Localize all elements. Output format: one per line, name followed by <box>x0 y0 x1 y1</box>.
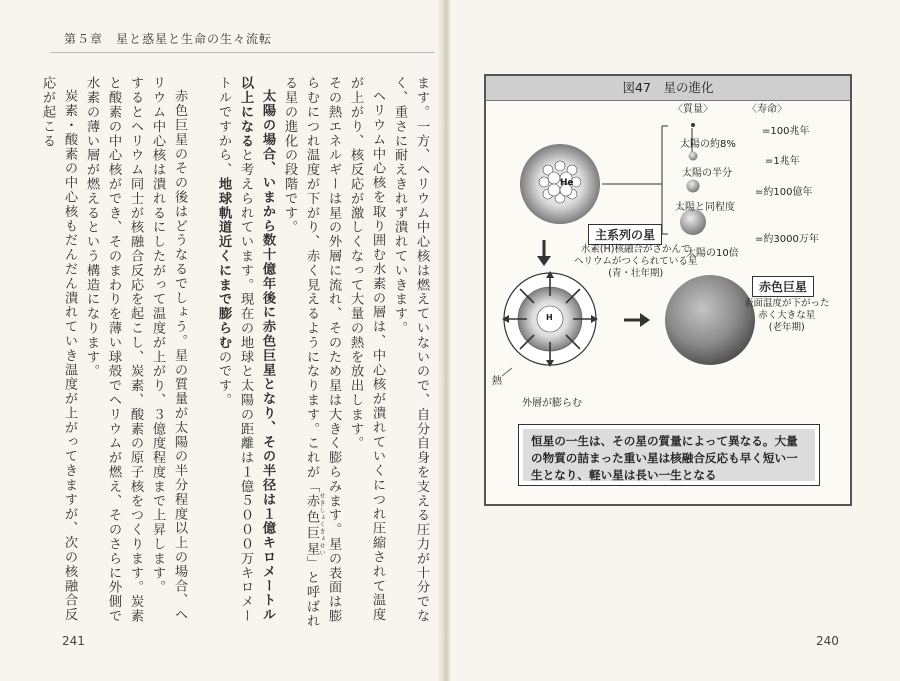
paragraph-2: ヘリウム中心核を取り囲む水素の層は、中心核が潰れていくにつれ圧縮されて温度が上がり、核反応が激しくなって大量の熱を放出します。 <box>348 76 385 623</box>
mass-row-1: 太陽の約8% <box>680 139 736 150</box>
red-giant-label: 赤色巨星 <box>752 276 814 297</box>
mass-row-2: 太陽の半分 <box>682 168 732 179</box>
page-number-left: 241 <box>62 634 85 648</box>
expanding-core-label: H <box>546 313 553 322</box>
paragraph-3 <box>278 76 344 628</box>
figure-47 <box>484 74 852 506</box>
page-number-right: 240 <box>816 634 839 648</box>
life-row-2: =1兆年 <box>765 156 800 167</box>
paragraph-5: 赤色巨星のその後はどうなるでしょう。星の質量が太陽の半分程度以上の場合、ヘリウム中心核は潰れるにしたがって温度が上がり、３億度程度まで上昇します。 <box>150 76 187 623</box>
paragraph-4-bold-a: 太陽の場合、いまから数十億年後に赤色巨星となり、その半径は１億キロメートル以上になる <box>238 76 275 623</box>
life-header: 〈寿命〉 <box>747 104 787 115</box>
paragraph-7: 炭素・酸素の中心核もだんだん潰れていき温度が上がってきますが、次の核融合反応が起こる <box>40 76 77 623</box>
paragraph-4-plain: と考えられています。現在の地球と太陽の距離は１億５０００万キロメートルですから、 <box>216 76 253 624</box>
figure-body <box>492 106 844 416</box>
paragraph-4-bold-b: 地球軌道近くにまで膨らむ <box>216 176 231 350</box>
heat-leader-line <box>502 368 512 376</box>
life-row-4: =約3000万年 <box>755 234 819 245</box>
mass-row-4: 太陽の10倍 <box>686 248 739 259</box>
mass-bracket <box>602 126 692 234</box>
heat-label: 熱 <box>492 376 502 387</box>
left-page <box>0 0 443 681</box>
mass-ball-sun <box>687 180 700 193</box>
main-sequence-label: 主系列の星 <box>588 224 662 245</box>
figure-note-box <box>518 424 820 486</box>
blank-line <box>190 76 212 628</box>
paragraph-3-text: その熱エネルギーは星の外層に流れ、そのため星は大きく膨らみます。星の表面は膨らむにつれ温度が下がり、赤く見えるようになります。これが「 <box>304 76 341 624</box>
mass-header: 〈質量〉 <box>673 104 713 115</box>
header-rule <box>50 52 435 53</box>
running-header: 第５章 星と惑星と生命の生々流転 <box>64 32 273 46</box>
red-giant-ruby: せきしょくきょせい <box>318 492 325 557</box>
life-row-3: =約100億年 <box>755 187 813 198</box>
mass-ball-half <box>689 152 698 161</box>
mass-dot-8pct <box>691 123 695 127</box>
paragraph-1: ます。一方、ヘリウム中心核は燃えていないので、自分自身を支える圧力が十分でなく、重さに耐えきれず潰れていきます。 <box>392 76 429 624</box>
body-text <box>40 76 432 628</box>
life-row-1: =100兆年 <box>762 126 810 137</box>
paragraph-4-end: のです。 <box>216 349 231 408</box>
figure-note-text: 恒星の一生は、その星の質量によって異なる。大量の物質の詰まった重い星は核融合反応も早く短い一生となり、軽い星は長い一生となる <box>523 429 815 481</box>
red-giant-desc: 表面温度が下がった 赤く大きな星 (老年期) <box>744 298 830 333</box>
right-page <box>450 0 900 681</box>
red-giant-term-text: 赤色巨星 <box>304 492 319 557</box>
paragraph-3-end: 」と呼ばれる星の進化の段階です。 <box>282 76 319 628</box>
expand-label: 外層が膨らむ <box>522 398 582 409</box>
red-giant-sphere <box>665 275 755 365</box>
evolution-down-arrow <box>537 240 551 266</box>
paragraph-4 <box>212 76 278 628</box>
main-sequence-desc: 水素(H)核融合がさかんで ヘリウムがつくられている星 (青・壮年期) <box>574 244 698 279</box>
figure-title: 図47 星の進化 <box>486 76 850 101</box>
red-giant-term <box>304 492 325 557</box>
evolution-right-arrow <box>624 313 650 327</box>
paragraph-6: するとヘリウム同士が核融合反応を起こし、炭素、酸素の原子核をつくります。炭素と酸素の中心核ができ、そのまわりを薄い球殻でヘリウムが燃え、そのさらに外側で水素の薄い層が燃えるという構造になります。 <box>84 76 143 624</box>
mass-row-3: 太陽と同程度 <box>675 202 735 213</box>
core-label-he: He <box>560 178 574 188</box>
